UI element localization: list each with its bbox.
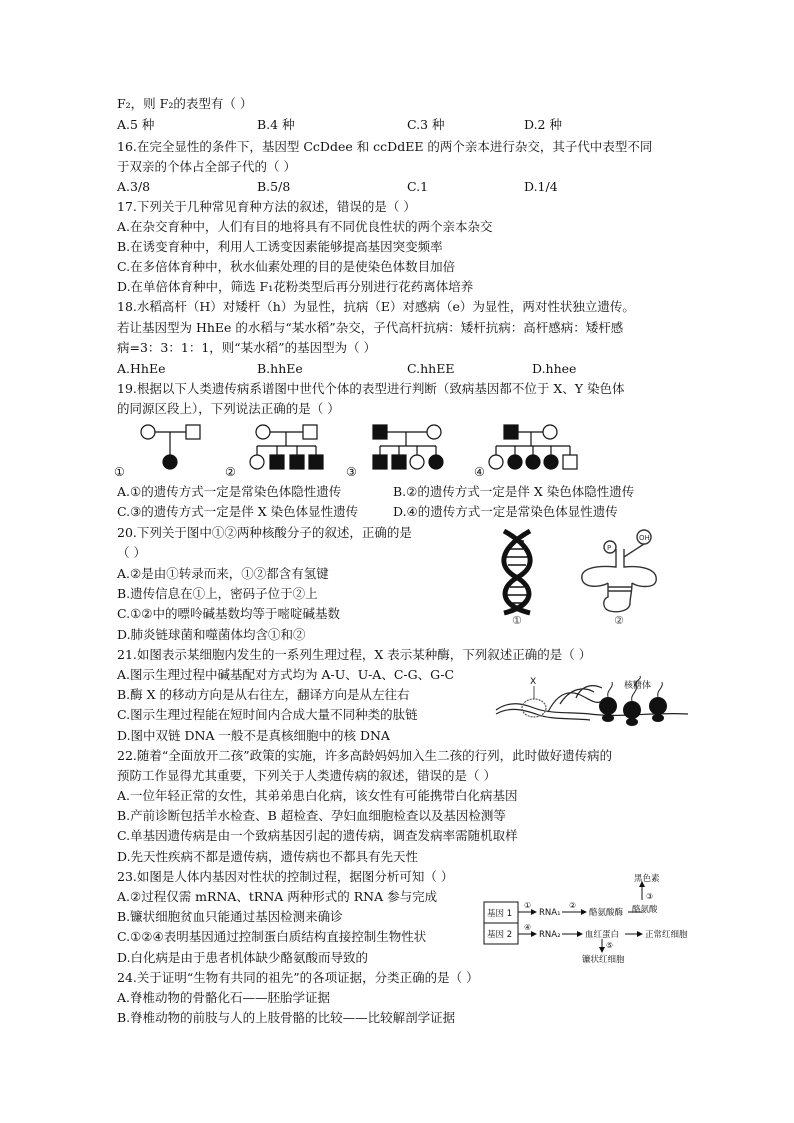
ribosome-icons: [599, 697, 667, 726]
q15-option-c: C.3 种: [407, 117, 445, 132]
pedigree-2: [250, 425, 323, 469]
q16-stem-line2: 于双亲的个体占全部子代的（ ）: [117, 159, 296, 174]
q18-option-c: C.hhEE: [407, 361, 455, 376]
gene1-label: 基因 1: [487, 909, 513, 919]
step4-label: ④: [524, 923, 532, 932]
pedigree-2-label: ②: [225, 465, 236, 479]
q19-option-b: B.②的遗传方式一定是伴 X 染色体隐性遗传: [393, 484, 635, 499]
q23-option-b: B.镰状细胞贫血只能通过基因检测来确诊: [117, 909, 343, 924]
pedigree-4: [489, 425, 577, 469]
gene2-label: 基因 2: [487, 930, 513, 940]
q21-option-d: D.图中双链 DNA 一般不是真核细胞中的核 DNA: [117, 728, 390, 743]
step5-label: ⑤: [606, 941, 614, 950]
q23-option-a: A.②过程仅需 mRNA、tRNA 两种形式的 RNA 参与完成: [117, 889, 438, 904]
q18-option-b: B.hhEe: [257, 361, 303, 376]
hemoglobin-label: 血红蛋白: [585, 930, 620, 940]
q24-option-a: A.脊椎动物的骨骼化石——胚胎学证据: [117, 990, 331, 1005]
q23-option-c: C.①②④表明基因通过控制蛋白质结构直接控制生物性状: [117, 929, 427, 944]
tyrosine-label: 酪氨酸: [632, 905, 658, 915]
enzyme-label: 酪氨酸酶: [589, 908, 624, 918]
q19-option-c: C.③的遗传方式一定是伴 X 染色体显性遗传: [117, 504, 359, 519]
q18-stem-line2: 若让基因型为 HhEe 的水稻与“某水稻”杂交，子代高杆抗病：矮杆抗病：高杆感病：矮杆感: [117, 320, 624, 335]
q16-option-b: B.5/8: [257, 179, 291, 194]
dna-double-helix-icon: [504, 531, 530, 613]
q17-option-d: D.在单倍体育种中，筛选 F₁花粉类型后再分别进行花药离体培养: [117, 279, 474, 294]
q18-stem-line3: 病=3：3：1：1，则“某水稻”的基因型为（ ）: [117, 340, 377, 355]
q20-nucleic-acid-figure: [490, 527, 670, 627]
q21-transcription-translation-figure: [490, 674, 690, 744]
q23-stem: 23.如图是人体内基因对性状的控制过程，据图分析可知（ ）: [117, 869, 454, 884]
q16-option-a: A.3/8: [117, 179, 151, 194]
q17-option-c: C.在多倍体育种中，秋水仙素处理的目的是使染色体数目加倍: [117, 259, 456, 274]
q22-option-b: B.产前诊断包括羊水检查、B 超检查、孕妇血细胞检查以及基因检测等: [117, 808, 506, 823]
q21-option-c: C.图示生理过程能在短时间内合成大量不同种类的肽链: [117, 707, 418, 722]
q23-gene-control-figure: [482, 872, 712, 964]
q23-option-d: D.白化病是由于患者机体缺少酪氨酸而导致的: [117, 950, 369, 965]
q21-option-b: B.酶 X 的移动方向是从右往左，翻译方向是从左往右: [117, 687, 410, 702]
q22-option-c: C.单基因遗传病是由一个致病基因引起的遗传病，调查发病率需随机取样: [117, 828, 518, 843]
step3-label: ③: [646, 892, 654, 901]
q20-stem-paren: （ ）: [117, 545, 146, 560]
q18-option-a: A.HhEe: [117, 361, 166, 376]
trna-label: ②: [614, 614, 624, 627]
melanin-label: 黑色素: [634, 874, 660, 884]
trna-oh-label: OH: [639, 534, 650, 542]
q22-stem-line2: 预防工作显得尤其重要，下列关于人类遗传病的叙述，错误的是（ ）: [117, 768, 496, 783]
q21-stem: 21.如图表示某细胞内发生的一系列生理过程，X 表示某种酶，下列叙述正确的是（ ）: [117, 647, 592, 662]
dna-label: ①: [512, 614, 522, 627]
q19-stem-line1: 19.根据以下人类遗传病系谱图中世代个体的表型进行判断（致病基因都不位于 X、Y 染色体: [117, 381, 625, 396]
q17-option-b: B.在诱变育种中，利用人工诱变因素能够提高基因突变频率: [117, 239, 443, 254]
pedigree-1: [141, 425, 200, 469]
step1-label: ①: [524, 901, 532, 910]
q16-stem-line1: 16.在完全显性的条件下，基因型 CcDdee 和 ccDdEE 的两个亲本进行杂交，其子代中表型不同: [117, 139, 653, 154]
pedigree-3-label: ③: [346, 465, 357, 479]
q22-stem-line1: 22.随着“全面放开二孩”政策的实施，许多高龄妈妈加入生二孩的行列，此时做好遗传病的: [117, 748, 613, 763]
q22-option-d: D.先天性疾病不都是遗传病，遗传病也不都具有先天性: [117, 849, 419, 864]
q19-option-a: A.①的遗传方式一定是常染色体隐性遗传: [117, 484, 342, 499]
trna-cloverleaf-icon: [582, 530, 656, 612]
q16-option-d: D.1/4: [524, 179, 558, 194]
q20-option-c: C.①②中的嘌呤碱基数均等于嘧啶碱基数: [117, 606, 341, 621]
pedigree-3: [373, 425, 443, 469]
q19-stem-line2: 的同源区段上），下列说法正确的是（ ）: [117, 401, 340, 416]
q20-option-b: B.遗传信息在①上，密码子位于②上: [117, 586, 318, 601]
rna1-label: RNA₁: [539, 908, 561, 918]
q18-option-d: D.hhee: [532, 361, 577, 376]
q21-option-a: A.图示生理过程中碱基配对方式均为 A-U、U-A、C-G、G-C: [117, 667, 455, 682]
q15-option-a: A.5 种: [117, 117, 155, 132]
q20-stem: 20.下列关于图中①②两种核酸分子的叙述，正确的是: [117, 525, 412, 540]
q15-stem-tail: F₂，则 F₂的表型有（ ）: [117, 96, 253, 111]
q24-option-b: B.脊椎动物的前肢与人的上肢骨骼的比较——比较解剖学证据: [117, 1010, 456, 1025]
rna2-label: RNA₂: [539, 930, 561, 940]
q24-stem: 24.关于证明“生物有共同的祖先”的各项证据，分类正确的是（ ）: [117, 970, 479, 985]
q15-option-b: B.4 种: [257, 117, 295, 132]
step2-label: ②: [569, 901, 577, 910]
q15-option-d: D.2 种: [524, 117, 562, 132]
enzyme-x-label: X: [530, 677, 537, 687]
q20-option-d: D.肺炎链球菌和噬菌体均含①和②: [117, 627, 306, 642]
q22-option-a: A.一位年轻正常的女性，其弟弟患白化病，该女性有可能携带白化病基因: [117, 788, 518, 803]
normal-rbc-label: 正常红细胞: [645, 930, 688, 940]
q18-stem-line1: 18.水稻高杆（H）对矮杆（h）为显性，抗病（E）对感病（e）为显性，两对性状独立遗传。: [117, 299, 635, 314]
q17-option-a: A.在杂交育种中，人们有目的地将具有不同优良性状的两个亲本杂交: [117, 219, 493, 234]
q16-option-c: C.1: [407, 179, 429, 194]
pedigree-4-label: ④: [474, 465, 485, 479]
q20-option-a: A.②是由①转录而来，①②都含有氢键: [117, 566, 329, 581]
pedigree-1-label: ①: [114, 465, 125, 479]
ribosome-label: 核糖体: [624, 681, 652, 691]
q19-option-d: D.④的遗传方式一定是常染色体显性遗传: [393, 504, 618, 519]
q19-pedigree-figure: [110, 418, 590, 482]
sickle-rbc-label: 镰状红细胞: [582, 955, 625, 964]
trna-p-label: P: [607, 544, 612, 552]
q17-stem: 17.下列关于几种常见育种方法的叙述，错误的是（ ）: [117, 199, 416, 214]
